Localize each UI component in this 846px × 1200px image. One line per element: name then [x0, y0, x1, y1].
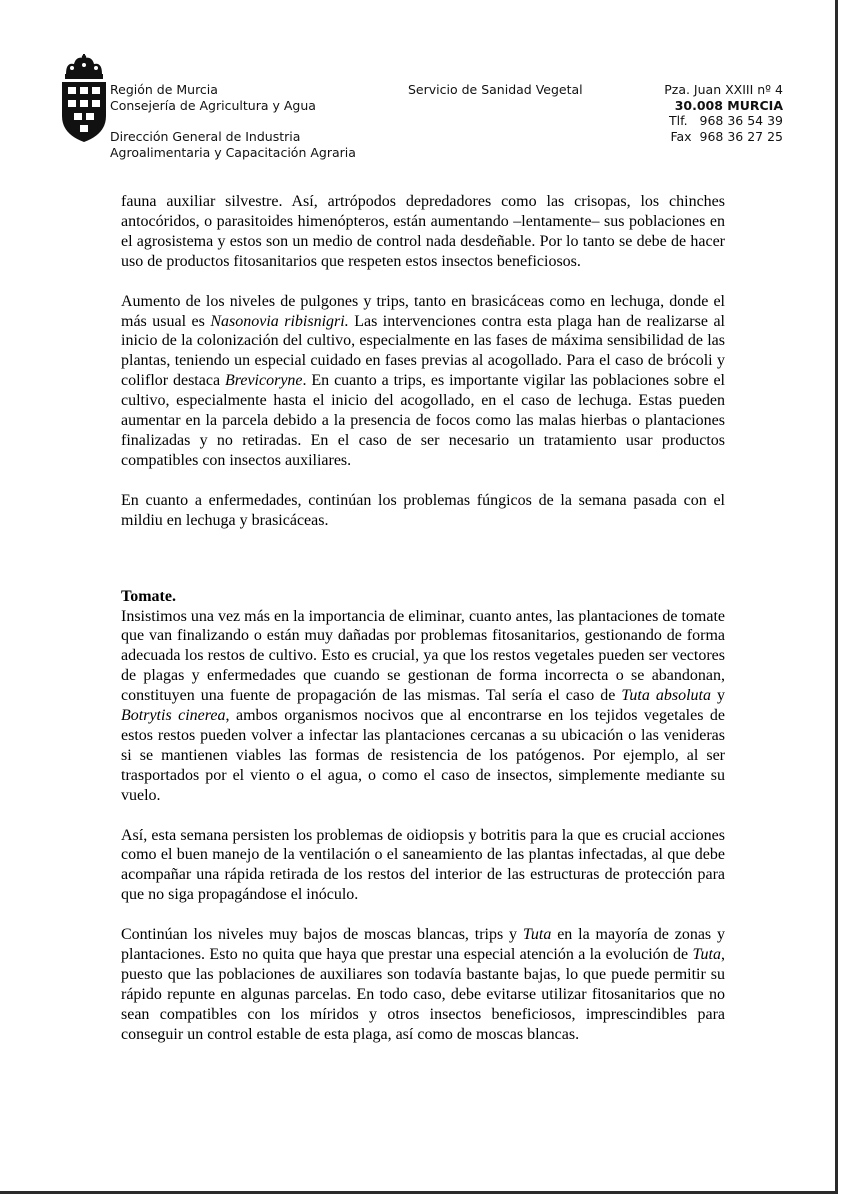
header-fax: Fax 968 36 27 25 — [670, 128, 783, 144]
paragraph-aphids-thrips — [121, 292, 725, 471]
header-street: Pza. Juan XXIII nº 4 — [664, 82, 783, 97]
region-crest-logo — [60, 54, 108, 142]
document-body — [121, 192, 725, 1045]
header-city: 30.008 MURCIA — [674, 97, 783, 113]
text-span: Continúan los niveles muy bajos de moscas blancas, trips y — [121, 926, 523, 944]
header-ministry: Consejería de Agricultura y Agua — [110, 97, 316, 113]
text-span: en la mayoría de zonas y plantaciones. Esto no quita que haya que prestar una especial atención a la evolución de — [121, 926, 725, 964]
text-span: , puesto que las poblaciones de auxiliares son todavía bastante bajas, lo que puede permitir su rápido repunte en algunas parcelas. En todo caso, debe evitarse utilizar fitosanitarios que no sean compatibles con los míridos y otros insectos beneficiosos, imprescindibles para conseguir un control estable de esta plaga, así como de moscas blancas. — [121, 946, 725, 1043]
paragraph-whiteflies-tuta — [121, 925, 725, 1044]
paragraph-crop-residues — [121, 607, 725, 806]
text-span: Aumento de los niveles de pulgones y trips, tanto en brasicáceas como en lechuga, donde el más usual es — [121, 292, 725, 330]
paragraph-oidiopsis-botrytis: Así, esta semana persisten los problemas de oidiopsis y botritis para la que es crucial acciones como el buen manejo de la ventilación o el saneamiento de las plantas infectadas, al que debe acompañar una rápida retirada de los restos del interior de las estructuras de protección para que no siga propagándose el inóculo. — [121, 826, 725, 904]
species-name: Botrytis cinerea — [121, 707, 226, 725]
text-span: y — [710, 687, 726, 705]
header-directorate-line1: Dirección General de Industria — [110, 129, 301, 144]
text-span: . En cuanto a trips, es importante vigilar las poblaciones sobre el cultivo, especialmente hasta el inicio del acogollado, en el caso de lechuga. Estas pueden aumentar en la parcela debido a la presencia de focos como las malas hierbas o plantaciones finalizadas y no retiradas. En el caso de ser necesario un tratamiento usar productos compatibles con insectos auxiliares. — [121, 372, 725, 469]
header-service — [408, 82, 583, 98]
species-name: Tuta absoluta — [621, 687, 711, 705]
header-phone: Tlf. 968 36 54 39 — [669, 113, 783, 128]
header-region: Región de Murcia — [110, 82, 218, 97]
species-name: Tuta — [692, 946, 721, 964]
section-title-tomato: Tomate. — [121, 587, 176, 605]
header-directorate-line2: Agroalimentaria y Capacitación Agraria — [110, 144, 356, 160]
paragraph-auxiliary-fauna: fauna auxiliar silvestre. Así, artrópodos depredadores como las crisopas, los chinches antocóridos, o parasitoides himenópteros, están aumentando –lentamente– sus poblaciones en el agrosistema y estos son un medio de control nada desdeñable. Por lo tanto se debe de hacer uso de productos fitosanitarios que respeten estos insectos beneficiosos. — [121, 193, 725, 270]
header-address — [664, 82, 783, 144]
header-service-name: Servicio de Sanidad Vegetal — [408, 82, 583, 97]
text-span: Las intervenciones contra esta plaga han de realizarse al inicio de la colonización del cultivo, especialmente en las fases de máxima sensibilidad de las plantas, teniendo un especial cuidado en fases previas al acogollado. Para el caso de brócoli y coliflor destaca — [121, 312, 725, 390]
text-span: Insistimos una vez más en la importancia de eliminar, cuanto antes, las plantaciones de tomate que van finalizando o están muy dañadas por problemas fitosanitarios, gestionando de forma adecuada los restos de cultivo. Esto es crucial, ya que los restos vegetales pueden ser vectores de plagas y enfermedades que cuando se gestionan de forma incorrecta o se abandonan, constituyen una fuente de propagación de las mismas. Tal sería el caso de — [121, 607, 725, 705]
species-name: Brevicoryne — [224, 372, 303, 390]
species-name: Nasonovia ribisnigri. — [210, 312, 349, 330]
species-name: Tuta — [522, 926, 552, 944]
paragraph-diseases: En cuanto a enfermedades, continúan los problemas fúngicos de la semana pasada con el mildiu en lechuga y brasicáceas. — [121, 491, 725, 529]
header-agency — [110, 82, 356, 160]
text-span: , ambos organismos nocivos que al encontrarse en los tejidos vegetales de estos restos pueden volver a infectar las plantaciones cercanas a su ubicación o las venideras si se mantienen viables las formas de resistencia de los patógenos. Por ejemplo, al ser trasportados por el viento o el agua, o como el caso de insectos, simplemente mediante su vuelo. — [121, 707, 726, 804]
